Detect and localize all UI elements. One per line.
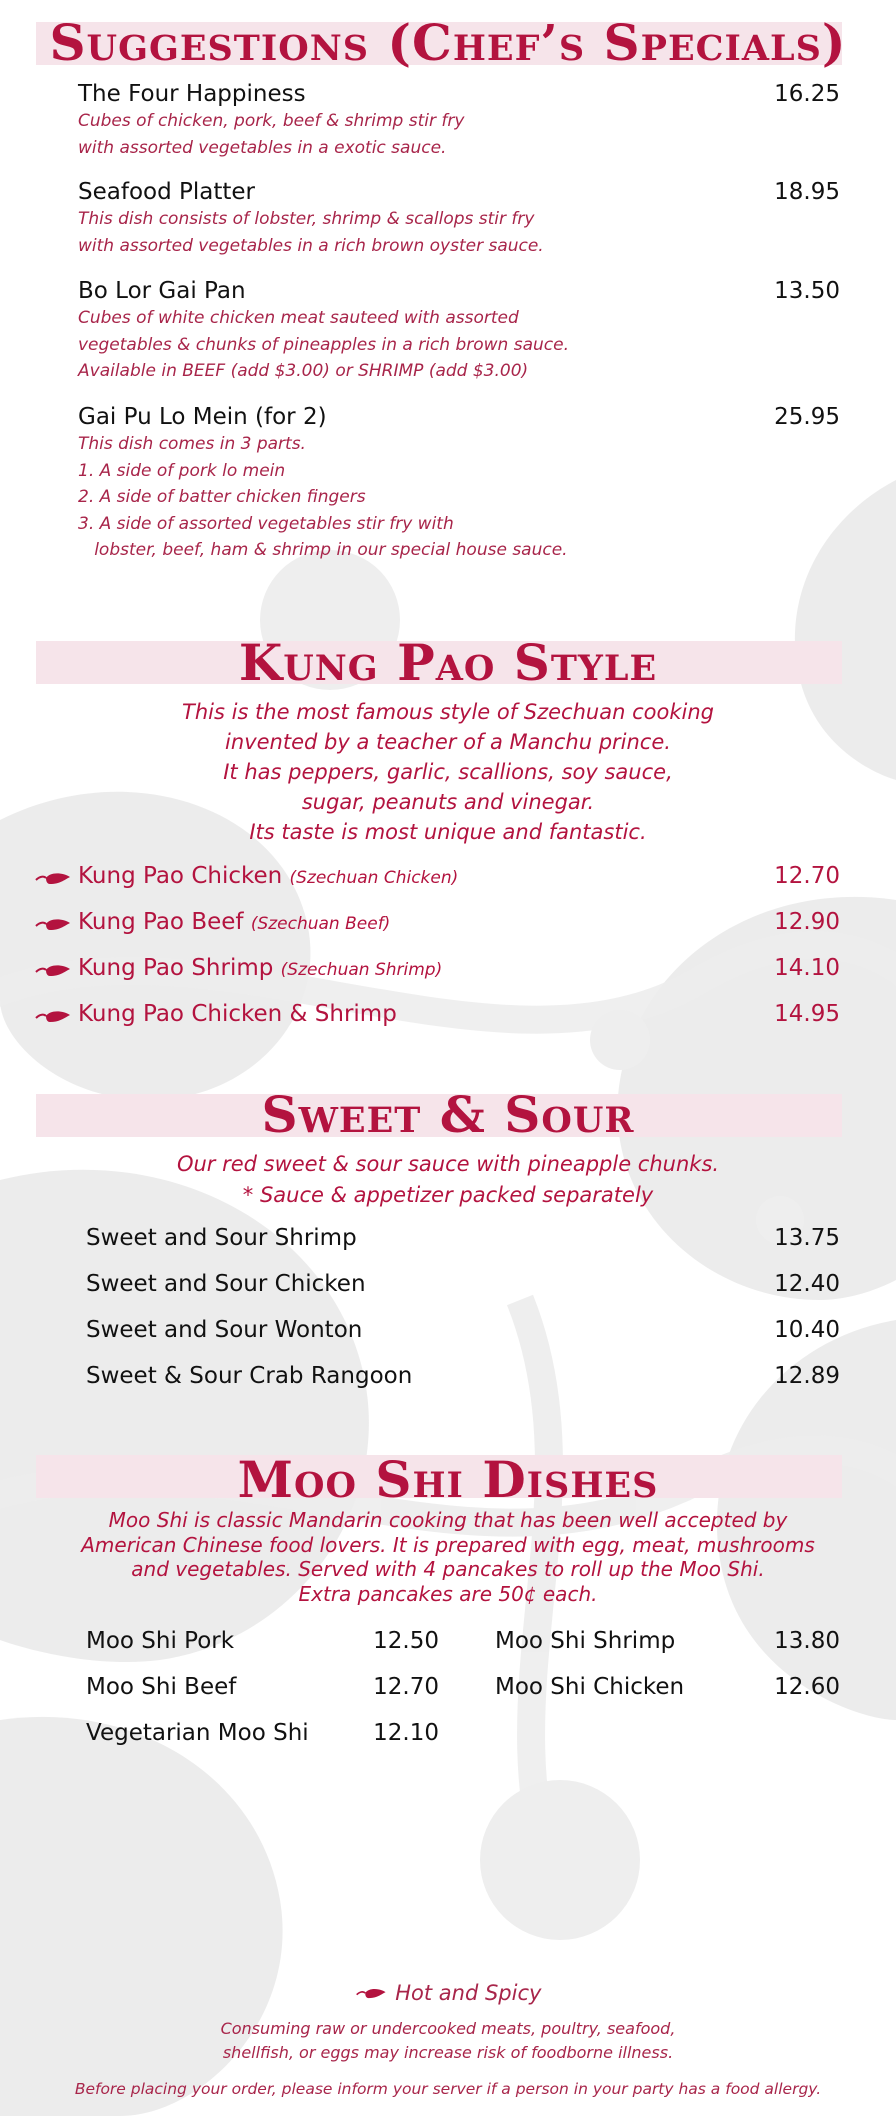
chili-pepper-icon — [34, 914, 74, 934]
menu-item-name: Sweet and Sour Shrimp — [86, 1225, 357, 1251]
section-intro — [0, 1508, 896, 1606]
section-title-sweet-sour: Sweet & Sour — [261, 1085, 635, 1144]
menu-item-price: 18.95 — [774, 179, 840, 205]
menu-item-price: 13.50 — [774, 278, 840, 304]
intro-line: Our red sweet & sour sauce with pineapple chunks. — [176, 1152, 720, 1176]
intro-line: Its taste is most unique and fantastic. — [249, 820, 647, 844]
menu-item-price: 14.10 — [774, 955, 840, 981]
intro-line: * Sauce & appetizer packed separately — [242, 1183, 654, 1207]
menu-item-name: Kung Pao Beef (Szechuan Beef) — [78, 909, 391, 935]
menu-item-price: 13.75 — [774, 1225, 840, 1251]
chili-pepper-icon — [34, 868, 74, 888]
menu-item-name: Bo Lor Gai Pan — [78, 278, 246, 304]
intro-line: Extra pancakes are 50¢ each. — [298, 1581, 598, 1606]
warning-line: Consuming raw or undercooked meats, poultry, seafood, — [220, 2019, 676, 2038]
menu-item-name: Kung Pao Shrimp (Szechuan Shrimp) — [78, 955, 443, 981]
menu-item-name: Gai Pu Lo Mein (for 2) — [78, 404, 327, 430]
menu-item-name: Kung Pao Chicken (Szechuan Chicken) — [78, 863, 459, 889]
menu-item-price: 12.10 — [373, 1720, 439, 1746]
menu-item-price: 10.40 — [774, 1317, 840, 1343]
menu-item-price: 12.40 — [774, 1271, 840, 1297]
menu-item-price: 25.95 — [774, 404, 840, 430]
menu-item-description: This dish consists of lobster, shrimp & scallops stir fry with assorted vegetables in a rich brown oyster sauce. — [78, 209, 544, 256]
menu-item-name: Moo Shi Beef — [86, 1674, 237, 1700]
menu-item-name: Moo Shi Chicken — [495, 1674, 685, 1700]
intro-line: sugar, peanuts and vinegar. — [301, 790, 595, 814]
menu-item-name: Sweet and Sour Chicken — [86, 1271, 366, 1297]
section-intro — [0, 1149, 896, 1211]
menu-item-name: Seafood Platter — [78, 179, 255, 205]
chili-pepper-icon — [355, 1984, 389, 2002]
intro-line: and vegetables. Served with 4 pancakes to roll up the Moo Shi. — [131, 1557, 765, 1581]
section-title-moo-shi: Moo Shi Dishes — [237, 1450, 659, 1509]
menu-item-price: 12.70 — [774, 863, 840, 889]
menu-item-name: Moo Shi Pork — [86, 1628, 235, 1654]
menu-item-price: 12.89 — [774, 1363, 840, 1389]
warning-line: shellfish, or eggs may increase risk of foodborne illness. — [222, 2043, 674, 2062]
menu-item-price: 12.90 — [774, 909, 840, 935]
menu-item-price: 13.80 — [774, 1628, 840, 1654]
food-safety-warning — [0, 2017, 896, 2065]
menu-item-price: 14.95 — [774, 1001, 840, 1027]
chili-pepper-icon — [34, 1006, 74, 1026]
menu-item-name: Sweet and Sour Wonton — [86, 1317, 363, 1343]
intro-line: It has peppers, garlic, scallions, soy sauce, — [223, 760, 673, 784]
legend-label: Hot and Spicy — [395, 1981, 542, 2005]
menu-item-price: 12.60 — [774, 1674, 840, 1700]
menu-item-name: Moo Shi Shrimp — [495, 1628, 676, 1654]
intro-line: Moo Shi is classic Mandarin cooking that has been well accepted by — [108, 1508, 788, 1532]
allergy-notice: Before placing your order, please inform your server if a person in your party has a food allergy. — [74, 2080, 822, 2098]
menu-item-name: The Four Happiness — [78, 81, 306, 107]
section-intro — [0, 697, 896, 847]
menu-item-name: Vegetarian Moo Shi — [86, 1720, 309, 1746]
section-title-kung-pao: Kung Pao Style — [238, 633, 658, 692]
menu-item-price: 16.25 — [774, 81, 840, 107]
intro-line: American Chinese food lovers. It is prepared with egg, meat, mushrooms — [81, 1532, 815, 1557]
intro-line: invented by a teacher of a Manchu prince. — [225, 730, 671, 754]
menu-item-description: This dish comes in 3 parts. 1. A side of pork lo mein 2. A side of batter chicken fingers 3. A side of assorted vegetables stir fry with lobster, beef, ham & shrimp in our special house sauce. — [78, 434, 568, 560]
hot-spicy-legend — [0, 1978, 896, 2008]
menu-item-name: Kung Pao Chicken & Shrimp — [78, 1001, 397, 1027]
menu-item-price: 12.50 — [373, 1628, 439, 1654]
menu-item-description: Cubes of white chicken meat sauteed with assorted vegetables & chunks of pineapples in a rich brown sauce. Available in BEEF (add $3.00) or SHRIMP (add $3.00) — [78, 308, 569, 381]
chili-pepper-icon — [34, 960, 74, 980]
menu-item-description: Cubes of chicken, pork, beef & shrimp stir fry with assorted vegetables in a exotic sauce. — [78, 111, 465, 158]
section-title-suggestions: Suggestions (Chef’s Specials) — [49, 13, 847, 72]
menu-item-name: Sweet & Sour Crab Rangoon — [86, 1363, 413, 1389]
intro-line: This is the most famous style of Szechuan cooking — [182, 700, 714, 724]
menu-item-price: 12.70 — [373, 1674, 439, 1700]
